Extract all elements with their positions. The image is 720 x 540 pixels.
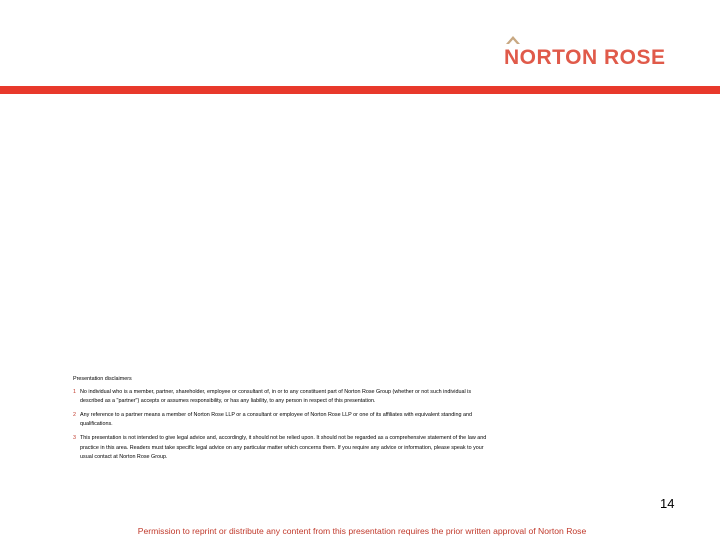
disclaimer-item-number: 3: [73, 434, 76, 441]
footer-permission-notice: [0, 526, 720, 536]
disclaimer-item: [73, 411, 493, 430]
page-number: 14: [660, 496, 675, 511]
disclaimer-item: [73, 434, 493, 463]
disclaimer-item: [73, 388, 493, 407]
disclaimer-item-text: No individual who is a member, partner, shareholder, employee or consultant of, in or to any constituent part of Norton Rose Group (whether or not such individual is described as a "partner") accepts or assumes responsibility, or has any liability, to any person in respect of this presentation.: [80, 388, 472, 405]
disclaimer-block: [73, 375, 493, 467]
disclaimer-item-number: 1: [73, 388, 76, 395]
disclaimer-item-text: Any reference to a partner means a member of Norton Rose LLP or a consultant or employee of Norton Rose LLP or one of its affiliates with equivalent standing and qualifications.: [80, 411, 472, 428]
disclaimer-title: Presentation disclaimers: [73, 376, 132, 382]
footer-text: Permission to reprint or distribute any content from this presentation requires the prior written approval of Norton Rose: [137, 526, 587, 536]
header-accent-bar: [0, 86, 720, 94]
norton-rose-logo: [504, 36, 664, 72]
logo-wordmark: NORTON ROSE: [504, 46, 666, 69]
disclaimer-item-text: This presentation is not intended to give legal advice and, accordingly, it should not be relied upon. It should not be regarded as a comprehensive statement of the law and practice in this area. Readers must take specific legal advice on any particular matter which concerns them. If you require any advice or information, please speak to your usual contact at Norton Rose Group.: [80, 434, 487, 461]
disclaimer-item-number: 2: [73, 411, 76, 418]
